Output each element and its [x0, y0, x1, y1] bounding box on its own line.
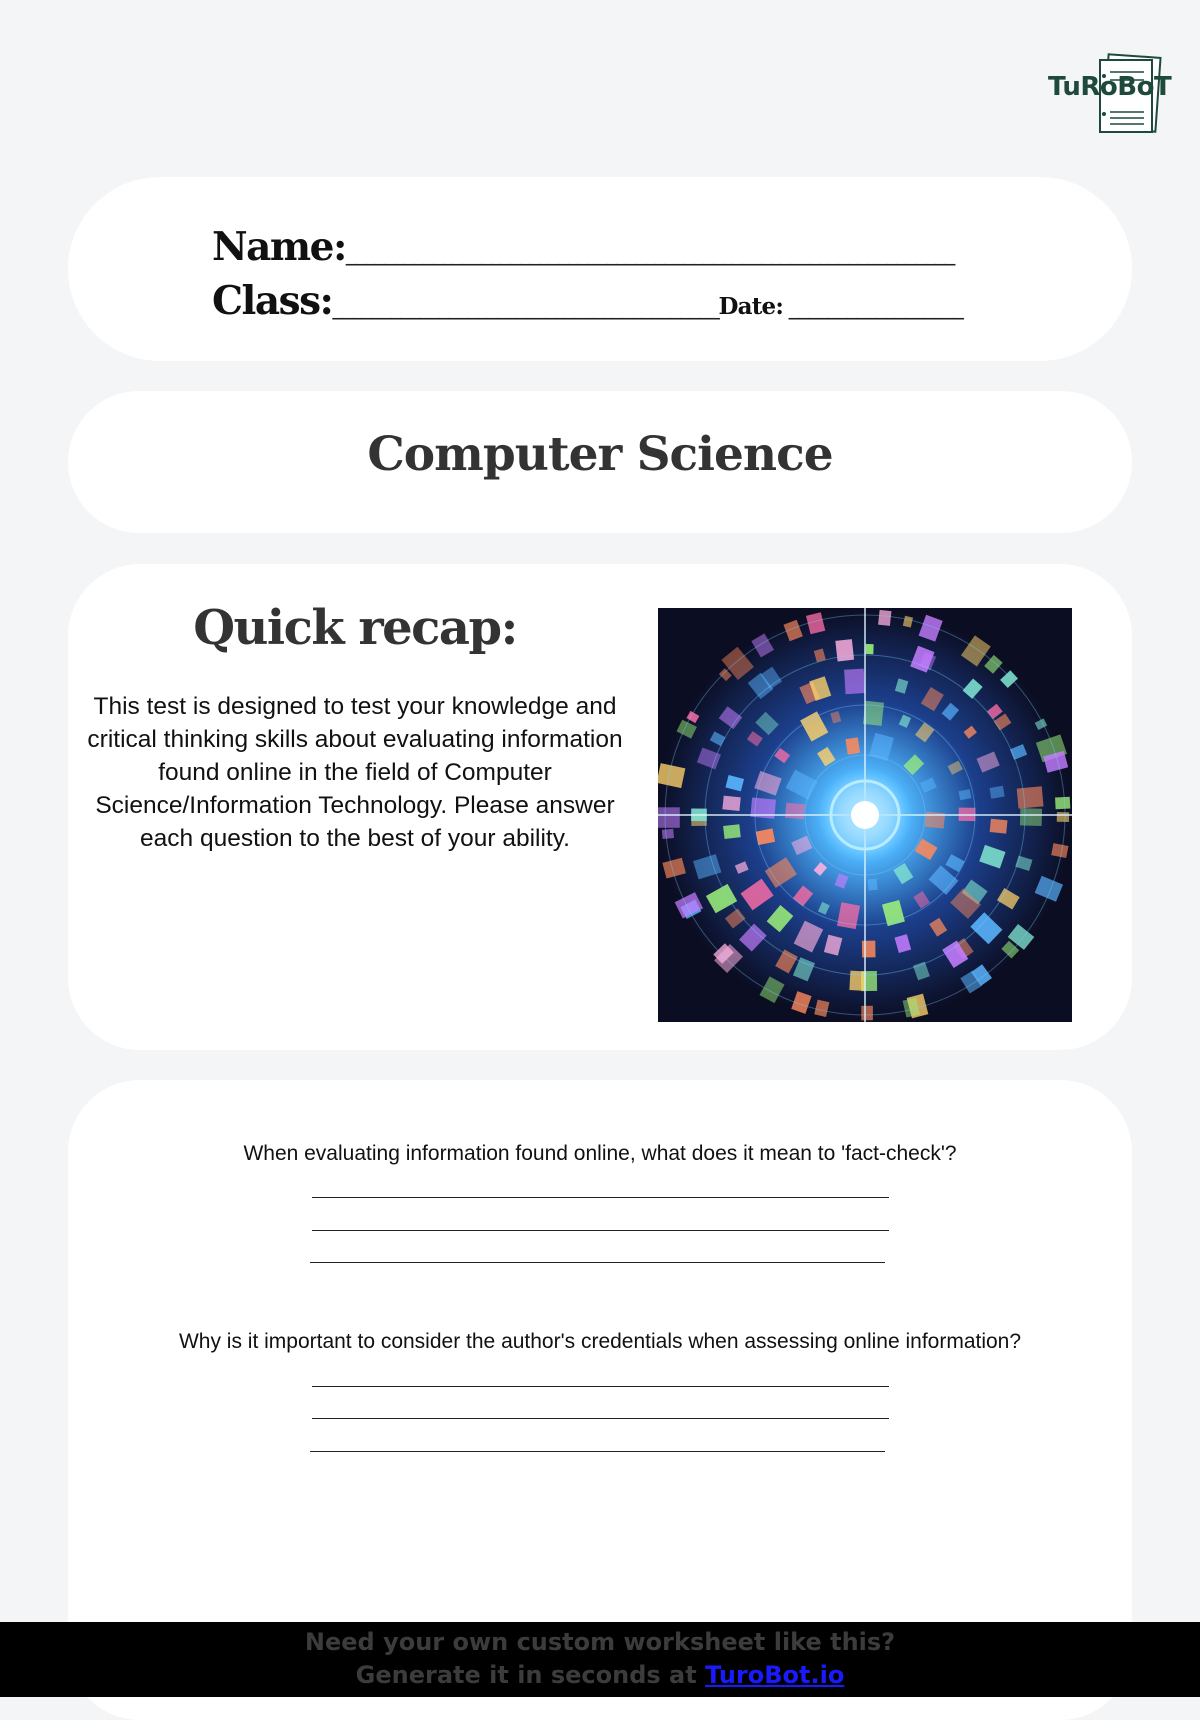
date-blank[interactable]: __________________: [783, 295, 963, 320]
footer-cta: [0, 1661, 1200, 1689]
answer-line[interactable]: [312, 1418, 889, 1419]
date-label: Date:: [718, 293, 784, 320]
burst-tile: [878, 610, 891, 626]
class-row: [212, 278, 962, 324]
burst-tile: [1020, 808, 1042, 826]
burst-tile: [1057, 812, 1069, 822]
burst-tile: [868, 879, 878, 891]
burst-tile: [990, 819, 1008, 834]
burst-tile: [1055, 797, 1070, 810]
turobot-link[interactable]: TuroBot.io: [705, 1661, 845, 1689]
question-1: When evaluating information found online, what does it mean to 'fact-check'?: [243, 1142, 957, 1165]
burst-tile: [845, 737, 860, 754]
burst-tile: [865, 644, 873, 654]
subject-title: Computer Science: [367, 427, 833, 482]
footer-promo-text: Need your own custom worksheet like this?: [304, 1628, 896, 1656]
recap-heading: Quick recap:: [193, 600, 517, 656]
class-label: Class:: [212, 278, 333, 324]
name-row: [212, 224, 954, 270]
burst-tile: [785, 803, 805, 820]
answer-line[interactable]: [312, 1386, 889, 1387]
burst-tile: [723, 824, 741, 839]
burst-tile: [849, 971, 866, 991]
data-burst-image: [658, 608, 1072, 1022]
answer-line[interactable]: [312, 1230, 889, 1231]
class-blank[interactable]: ________________________________________: [332, 295, 719, 320]
burst-tile: [990, 786, 1005, 799]
answer-line[interactable]: [312, 1197, 889, 1198]
name-label: Name:: [212, 224, 346, 270]
burst-tile: [835, 639, 854, 661]
question-2: Why is it important to consider the author's credentials when assessing online information?: [178, 1330, 1022, 1353]
recap-illustration: [658, 608, 1072, 1022]
burst-tile: [844, 669, 865, 695]
burst-tile: [863, 701, 884, 726]
name-blank[interactable]: _______________________________________________________________: [345, 241, 954, 266]
burst-tile: [861, 1006, 873, 1021]
burst-tile: [862, 941, 876, 958]
footer-cta-text: Generate it in seconds at: [355, 1661, 706, 1689]
burst-tile: [722, 796, 740, 811]
recap-body: This test is designed to test your knowledge and critical thinking skills about evaluating information found online in the field of Computer Science/Information Technology. Please answer each question to the best of your ability.: [87, 693, 623, 852]
answer-line[interactable]: [310, 1451, 885, 1452]
turobot-logo: [1044, 52, 1172, 136]
logo-wordmark: TuRoBoT: [1048, 72, 1172, 102]
burst-tile: [658, 807, 680, 828]
answer-line[interactable]: [310, 1262, 885, 1263]
burst-tile: [1017, 786, 1044, 808]
burst-tile: [662, 829, 674, 839]
